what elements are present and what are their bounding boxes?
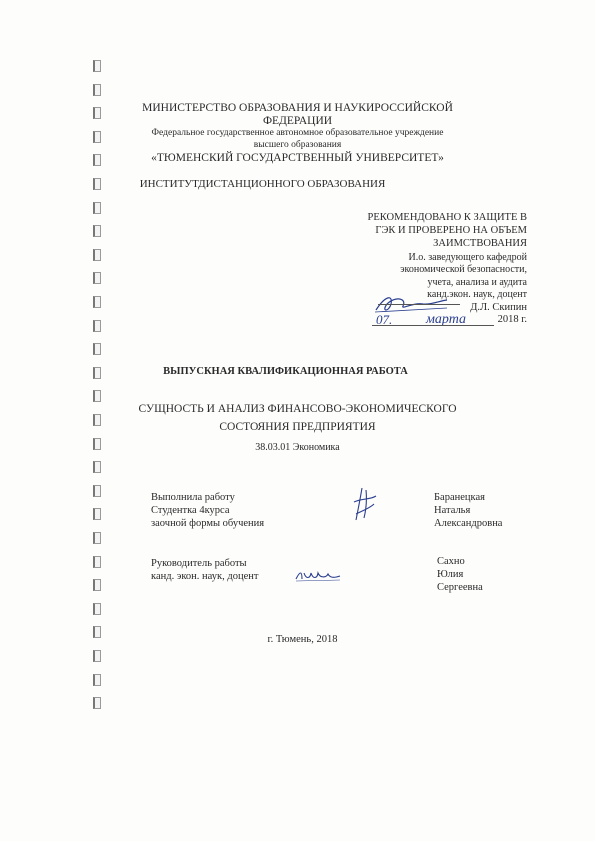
binding-hole xyxy=(93,461,101,473)
approval-line-7: канд.экон. наук, доцент xyxy=(427,289,527,300)
approval-line-2: ГЭК И ПРОВЕРЕНО НА ОБЪЕМ xyxy=(375,225,527,236)
federal-line-1: Федеральное государственное автономное образовательное учреждение xyxy=(151,128,444,138)
binding-hole xyxy=(93,343,101,355)
binding-hole xyxy=(93,202,101,214)
binding-hole xyxy=(93,532,101,544)
supervisor-name: Юлия xyxy=(437,569,464,580)
specialty: 38.03.01 Экономика xyxy=(255,442,340,453)
work-type: ВЫПУСКНАЯ КВАЛИФИКАЦИОННАЯ РАБОТА xyxy=(163,366,408,377)
approval-date-month: марта xyxy=(426,312,467,327)
author-label-2: Студентка 4курса xyxy=(151,505,230,516)
approval-line-3: ЗАИМСТВОВАНИЯ xyxy=(433,238,527,249)
federal-line-2: высшего образования xyxy=(253,140,342,150)
author-label-1: Выполнила работу xyxy=(151,492,235,503)
ministry-line-1: МИНИСТЕРСТВО ОБРАЗОВАНИЯ И НАУКИРОССИЙСКОЙ xyxy=(142,102,453,114)
institute-name: ИНСТИТУТДИСТАНЦИОННОГО ОБРАЗОВАНИЯ xyxy=(139,178,386,190)
approval-line-1: РЕКОМЕНДОВАНО К ЗАЩИТЕ В xyxy=(367,212,527,223)
binding-hole xyxy=(93,225,101,237)
approval-line-4: И.о. заведующего кафедрой xyxy=(408,252,527,263)
supervisor-label-1: Руководитель работы xyxy=(151,558,247,569)
binding-hole xyxy=(93,60,101,72)
approval-signer: Д.Л. Скипин xyxy=(470,302,527,313)
author-name: Наталья xyxy=(434,505,471,516)
supervisor-label-2: канд. экон. наук, доцент xyxy=(151,571,259,582)
city-year: г. Тюмень, 2018 xyxy=(267,634,338,645)
approval-date-year: 2018 г. xyxy=(497,314,527,325)
binding-hole xyxy=(93,603,101,615)
binding-hole xyxy=(93,272,101,284)
university-name: «ТЮМЕНСКИЙ ГОСУДАРСТВЕННЫЙ УНИВЕРСИТЕТ» xyxy=(151,152,444,164)
supervisor-surname: Сахно xyxy=(437,556,465,567)
approval-line-6: учета, анализа и аудита xyxy=(427,277,527,288)
binding-hole xyxy=(93,485,101,497)
signature-line xyxy=(378,304,460,305)
date-line xyxy=(372,325,494,326)
binding-hole xyxy=(93,508,101,520)
topic-line-1: СУЩНОСТЬ И АНАЛИЗ ФИНАНСОВО-ЭКОНОМИЧЕСКОГО xyxy=(138,403,457,415)
binding-hole xyxy=(93,650,101,662)
author-signature xyxy=(350,486,380,522)
supervisor-signature xyxy=(294,569,342,583)
topic-line-2: СОСТОЯНИЯ ПРЕДПРИЯТИЯ xyxy=(219,421,376,433)
binding-hole xyxy=(93,249,101,261)
author-label-3: заочной формы обучения xyxy=(151,518,265,529)
binding-hole xyxy=(93,296,101,308)
approval-line-5: экономической безопасности, xyxy=(400,264,527,275)
binding-hole xyxy=(93,390,101,402)
author-patronymic: Александровна xyxy=(434,518,503,529)
binding-hole xyxy=(93,320,101,332)
binding-hole xyxy=(93,579,101,591)
approval-date-day: 07. xyxy=(376,312,393,327)
author-surname: Баранецкая xyxy=(434,492,485,503)
binding-hole xyxy=(93,84,101,96)
binding-hole xyxy=(93,697,101,709)
binding-hole xyxy=(93,556,101,568)
binding-hole xyxy=(93,674,101,686)
supervisor-patronymic: Сергеевна xyxy=(437,582,483,593)
ministry-line-2: ФЕДЕРАЦИИ xyxy=(262,115,333,127)
